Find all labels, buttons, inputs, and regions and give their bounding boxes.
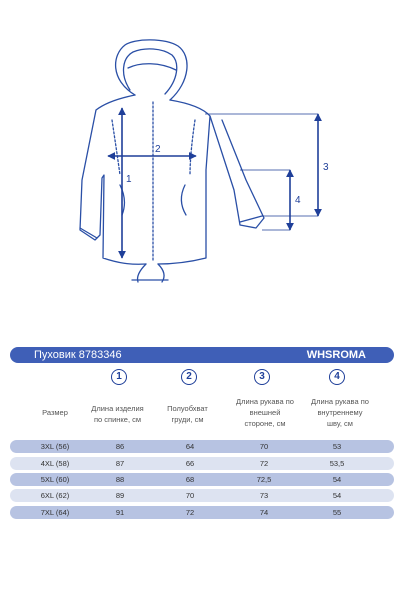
- table-row: 4XL (58) 87 66 72 53,5: [10, 457, 394, 470]
- measure-label-3: 3: [323, 162, 329, 173]
- measure-label-1: 1: [126, 174, 132, 185]
- column-number-4: 4: [329, 369, 345, 385]
- measure-label-4: 4: [295, 195, 301, 206]
- measurement-arrows: [108, 108, 318, 258]
- table-row: 3XL (56) 86 64 70 53: [10, 440, 394, 453]
- table-row: 7XL (64) 91 72 74 55: [10, 506, 394, 519]
- product-name: Пуховик 8783346: [34, 349, 122, 361]
- header-chest: Полуобхват груди, см: [167, 404, 208, 424]
- jacket-outline: [80, 40, 264, 282]
- table-row: 5XL (60) 88 68 72,5 54: [10, 473, 394, 486]
- column-number-1: 1: [111, 369, 127, 385]
- product-banner: [10, 347, 394, 363]
- measure-label-2: 2: [155, 144, 161, 155]
- table-row: 6XL (62) 89 70 73 54: [10, 489, 394, 502]
- brand-name: WHSROMA: [306, 349, 366, 361]
- header-outer-sleeve: Длина рукава по внешней стороне, см: [236, 397, 294, 428]
- column-number-2: 2: [181, 369, 197, 385]
- header-length: Длина изделия по спинке, см: [91, 404, 144, 424]
- header-size: Размер: [42, 408, 68, 417]
- column-number-3: 3: [254, 369, 270, 385]
- header-inner-sleeve: Длина рукава по внутреннему шву, см: [311, 397, 369, 428]
